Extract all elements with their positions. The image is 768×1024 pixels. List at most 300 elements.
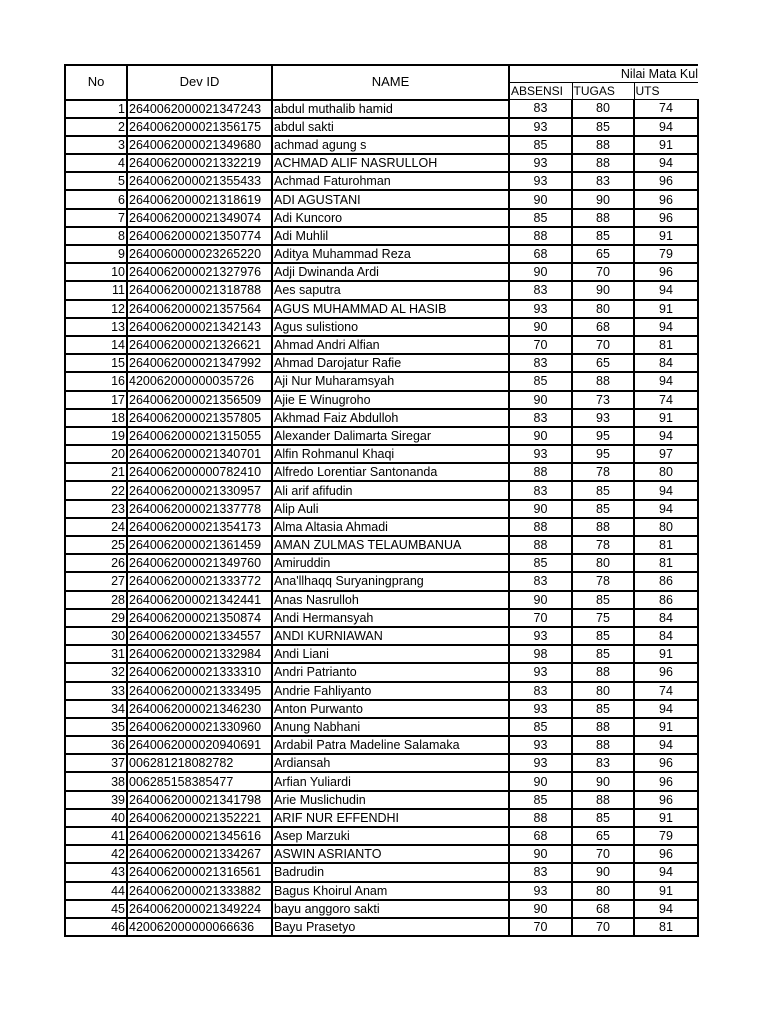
uts-cell: 96 xyxy=(634,791,698,809)
uts-cell: 91 xyxy=(634,300,698,318)
uts-cell: 91 xyxy=(634,809,698,827)
table-row xyxy=(65,645,698,663)
name-cell: Aditya Muhammad Reza xyxy=(272,245,509,263)
absensi-cell: 70 xyxy=(509,609,572,627)
uts-cell: 94 xyxy=(634,427,698,445)
name-cell: Ahmad Darojatur Rafie xyxy=(272,354,509,372)
tugas-cell: 95 xyxy=(572,445,634,463)
name-cell: Akhmad Faiz Abdulloh xyxy=(272,409,509,427)
uts-cell: 74 xyxy=(634,100,698,118)
table-row xyxy=(65,409,698,427)
tugas-cell: 88 xyxy=(572,518,634,536)
uts-cell: 74 xyxy=(634,391,698,409)
row-number: 5 xyxy=(65,172,127,190)
table-row xyxy=(65,845,698,863)
tugas-cell: 85 xyxy=(572,645,634,663)
uts-cell: 81 xyxy=(634,918,698,936)
absensi-cell: 88 xyxy=(509,227,572,245)
tugas-cell: 85 xyxy=(572,481,634,499)
name-cell: Asep Marzuki xyxy=(272,827,509,845)
table-row xyxy=(65,718,698,736)
row-number: 40 xyxy=(65,809,127,827)
tugas-cell: 70 xyxy=(572,263,634,281)
tugas-cell: 80 xyxy=(572,554,634,572)
uts-cell: 94 xyxy=(634,154,698,172)
dev-id-cell: 2640062000021349224 xyxy=(127,900,272,918)
uts-cell: 81 xyxy=(634,336,698,354)
dev-id-cell: 2640062000021318619 xyxy=(127,190,272,208)
dev-id-cell: 2640062000021349680 xyxy=(127,136,272,154)
name-cell: Andi Liani xyxy=(272,645,509,663)
dev-id-cell: 2640062000021332219 xyxy=(127,154,272,172)
absensi-cell: 83 xyxy=(509,572,572,590)
row-number: 7 xyxy=(65,209,127,227)
name-cell: bayu anggoro sakti xyxy=(272,900,509,918)
dev-id-cell: 2640062000021349074 xyxy=(127,209,272,227)
row-number: 39 xyxy=(65,791,127,809)
table-row xyxy=(65,809,698,827)
header-tugas: TUGAS xyxy=(572,83,634,100)
tugas-cell: 83 xyxy=(572,172,634,190)
uts-cell: 79 xyxy=(634,827,698,845)
dev-id-cell: 2640062000021342441 xyxy=(127,591,272,609)
tugas-cell: 88 xyxy=(572,372,634,390)
uts-cell: 91 xyxy=(634,136,698,154)
tugas-cell: 85 xyxy=(572,227,634,245)
tugas-cell: 80 xyxy=(572,100,634,118)
table-row xyxy=(65,536,698,554)
name-cell: Anton Purwanto xyxy=(272,700,509,718)
uts-cell: 91 xyxy=(634,718,698,736)
tugas-cell: 70 xyxy=(572,918,634,936)
header-uts: UTS xyxy=(634,83,698,100)
tugas-cell: 90 xyxy=(572,772,634,790)
tugas-cell: 88 xyxy=(572,663,634,681)
table-row xyxy=(65,445,698,463)
dev-id-cell: 2640062000021354173 xyxy=(127,518,272,536)
absensi-cell: 90 xyxy=(509,318,572,336)
uts-cell: 96 xyxy=(634,172,698,190)
row-number: 16 xyxy=(65,372,127,390)
uts-cell: 86 xyxy=(634,572,698,590)
table-row xyxy=(65,190,698,208)
dev-id-cell: 2640062000021356175 xyxy=(127,118,272,136)
table-row xyxy=(65,209,698,227)
uts-cell: 96 xyxy=(634,190,698,208)
table-row xyxy=(65,863,698,881)
name-cell: Arie Muslichudin xyxy=(272,791,509,809)
dev-id-cell: 2640062000021334557 xyxy=(127,627,272,645)
uts-cell: 94 xyxy=(634,863,698,881)
uts-cell: 81 xyxy=(634,554,698,572)
dev-id-cell: 2640062000021326621 xyxy=(127,336,272,354)
table-row xyxy=(65,263,698,281)
tugas-cell: 85 xyxy=(572,627,634,645)
dev-id-cell: 2640062000021350874 xyxy=(127,609,272,627)
uts-cell: 97 xyxy=(634,445,698,463)
tugas-cell: 85 xyxy=(572,591,634,609)
absensi-cell: 93 xyxy=(509,754,572,772)
row-number: 43 xyxy=(65,863,127,881)
header-group-nilai: Nilai Mata Kul xyxy=(509,65,698,83)
row-number: 15 xyxy=(65,354,127,372)
absensi-cell: 83 xyxy=(509,682,572,700)
name-cell: Adji Dwinanda Ardi xyxy=(272,263,509,281)
absensi-cell: 88 xyxy=(509,809,572,827)
name-cell: Agus sulistiono xyxy=(272,318,509,336)
table-row xyxy=(65,772,698,790)
uts-cell: 81 xyxy=(634,536,698,554)
row-number: 10 xyxy=(65,263,127,281)
uts-cell: 94 xyxy=(634,700,698,718)
tugas-cell: 90 xyxy=(572,863,634,881)
table-row xyxy=(65,591,698,609)
absensi-cell: 68 xyxy=(509,827,572,845)
dev-id-cell: 2640062000021332984 xyxy=(127,645,272,663)
dev-id-cell: 2640062000021345616 xyxy=(127,827,272,845)
table-row xyxy=(65,372,698,390)
row-number: 4 xyxy=(65,154,127,172)
uts-cell: 94 xyxy=(634,900,698,918)
grades-table xyxy=(64,64,699,937)
dev-id-cell: 2640062000000782410 xyxy=(127,463,272,481)
table-row xyxy=(65,100,698,118)
uts-cell: 79 xyxy=(634,245,698,263)
row-number: 6 xyxy=(65,190,127,208)
dev-id-cell: 2640062000021357564 xyxy=(127,300,272,318)
tugas-cell: 85 xyxy=(572,809,634,827)
tugas-cell: 80 xyxy=(572,300,634,318)
tugas-cell: 88 xyxy=(572,154,634,172)
table-row xyxy=(65,700,698,718)
header-dev-id: Dev ID xyxy=(127,65,272,100)
table-row xyxy=(65,227,698,245)
absensi-cell: 85 xyxy=(509,209,572,227)
name-cell: Alip Auli xyxy=(272,500,509,518)
name-cell: Aji Nur Muharamsyah xyxy=(272,372,509,390)
row-number: 34 xyxy=(65,700,127,718)
absensi-cell: 90 xyxy=(509,500,572,518)
absensi-cell: 90 xyxy=(509,772,572,790)
uts-cell: 94 xyxy=(634,372,698,390)
name-cell: Badrudin xyxy=(272,863,509,881)
uts-cell: 96 xyxy=(634,772,698,790)
absensi-cell: 93 xyxy=(509,172,572,190)
absensi-cell: 85 xyxy=(509,554,572,572)
table-row xyxy=(65,663,698,681)
dev-id-cell: 2640062000021346230 xyxy=(127,700,272,718)
absensi-cell: 83 xyxy=(509,409,572,427)
tugas-cell: 70 xyxy=(572,845,634,863)
absensi-cell: 93 xyxy=(509,118,572,136)
table-row xyxy=(65,754,698,772)
row-number: 19 xyxy=(65,427,127,445)
dev-id-cell: 2640062000021347992 xyxy=(127,354,272,372)
tugas-cell: 75 xyxy=(572,609,634,627)
table-row xyxy=(65,609,698,627)
name-cell: Anas Nasrulloh xyxy=(272,591,509,609)
uts-cell: 94 xyxy=(634,281,698,299)
absensi-cell: 93 xyxy=(509,154,572,172)
name-cell: Aes saputra xyxy=(272,281,509,299)
row-number: 9 xyxy=(65,245,127,263)
absensi-cell: 83 xyxy=(509,281,572,299)
table-row xyxy=(65,354,698,372)
table-row xyxy=(65,427,698,445)
name-cell: Ajie E Winugroho xyxy=(272,391,509,409)
dev-id-cell: 2640062000021357805 xyxy=(127,409,272,427)
table-row xyxy=(65,682,698,700)
row-number: 12 xyxy=(65,300,127,318)
tugas-cell: 68 xyxy=(572,900,634,918)
dev-id-cell: 2640062000021333495 xyxy=(127,682,272,700)
dev-id-cell: 2640062000021355433 xyxy=(127,172,272,190)
tugas-cell: 85 xyxy=(572,700,634,718)
uts-cell: 96 xyxy=(634,754,698,772)
dev-id-cell: 420062000000066636 xyxy=(127,918,272,936)
absensi-cell: 70 xyxy=(509,336,572,354)
row-number: 37 xyxy=(65,754,127,772)
tugas-cell: 65 xyxy=(572,245,634,263)
tugas-cell: 88 xyxy=(572,136,634,154)
name-cell: Alexander Dalimarta Siregar xyxy=(272,427,509,445)
absensi-cell: 90 xyxy=(509,427,572,445)
name-cell: Bayu Prasetyo xyxy=(272,918,509,936)
absensi-cell: 90 xyxy=(509,845,572,863)
row-number: 44 xyxy=(65,882,127,900)
dev-id-cell: 006285158385477 xyxy=(127,772,272,790)
absensi-cell: 85 xyxy=(509,718,572,736)
table-row xyxy=(65,882,698,900)
dev-id-cell: 2640062000020940691 xyxy=(127,736,272,754)
dev-id-cell: 2640062000021352221 xyxy=(127,809,272,827)
dev-id-cell: 420062000000035726 xyxy=(127,372,272,390)
tugas-cell: 93 xyxy=(572,409,634,427)
uts-cell: 94 xyxy=(634,118,698,136)
uts-cell: 86 xyxy=(634,591,698,609)
row-number: 42 xyxy=(65,845,127,863)
uts-cell: 94 xyxy=(634,736,698,754)
row-number: 21 xyxy=(65,463,127,481)
dev-id-cell: 2640062000021349760 xyxy=(127,554,272,572)
name-cell: Ana'llhaqq Suryaningprang xyxy=(272,572,509,590)
dev-id-cell: 2640062000021327976 xyxy=(127,263,272,281)
uts-cell: 94 xyxy=(634,318,698,336)
name-cell: Anung Nabhani xyxy=(272,718,509,736)
uts-cell: 91 xyxy=(634,227,698,245)
table-row xyxy=(65,500,698,518)
row-number: 1 xyxy=(65,100,127,118)
absensi-cell: 98 xyxy=(509,645,572,663)
dev-id-cell: 2640062000021315055 xyxy=(127,427,272,445)
dev-id-cell: 2640062000021342143 xyxy=(127,318,272,336)
name-cell: AGUS MUHAMMAD AL HASIB xyxy=(272,300,509,318)
uts-cell: 80 xyxy=(634,518,698,536)
absensi-cell: 90 xyxy=(509,900,572,918)
row-number: 38 xyxy=(65,772,127,790)
table-row xyxy=(65,391,698,409)
table-row xyxy=(65,118,698,136)
tugas-cell: 78 xyxy=(572,536,634,554)
row-number: 30 xyxy=(65,627,127,645)
table-row xyxy=(65,481,698,499)
absensi-cell: 93 xyxy=(509,663,572,681)
row-number: 22 xyxy=(65,481,127,499)
name-cell: Achmad Faturohman xyxy=(272,172,509,190)
table-row xyxy=(65,172,698,190)
name-cell: ARIF NUR EFFENDHI xyxy=(272,809,509,827)
tugas-cell: 70 xyxy=(572,336,634,354)
absensi-cell: 83 xyxy=(509,354,572,372)
table-row xyxy=(65,136,698,154)
name-cell: abdul muthalib hamid xyxy=(272,100,509,118)
row-number: 2 xyxy=(65,118,127,136)
uts-cell: 84 xyxy=(634,609,698,627)
name-cell: Ahmad Andri Alfian xyxy=(272,336,509,354)
absensi-cell: 83 xyxy=(509,481,572,499)
name-cell: Ali arif afifudin xyxy=(272,481,509,499)
name-cell: Ardabil Patra Madeline Salamaka xyxy=(272,736,509,754)
uts-cell: 94 xyxy=(634,500,698,518)
row-number: 35 xyxy=(65,718,127,736)
uts-cell: 91 xyxy=(634,409,698,427)
absensi-cell: 85 xyxy=(509,136,572,154)
row-number: 24 xyxy=(65,518,127,536)
dev-id-cell: 2640062000021356509 xyxy=(127,391,272,409)
table-row xyxy=(65,518,698,536)
uts-cell: 91 xyxy=(634,882,698,900)
tugas-cell: 80 xyxy=(572,682,634,700)
row-number: 20 xyxy=(65,445,127,463)
tugas-cell: 88 xyxy=(572,718,634,736)
tugas-cell: 78 xyxy=(572,572,634,590)
absensi-cell: 83 xyxy=(509,100,572,118)
row-number: 31 xyxy=(65,645,127,663)
absensi-cell: 93 xyxy=(509,882,572,900)
dev-id-cell: 2640062000021333882 xyxy=(127,882,272,900)
table-row xyxy=(65,918,698,936)
row-number: 3 xyxy=(65,136,127,154)
tugas-cell: 65 xyxy=(572,354,634,372)
table-row xyxy=(65,318,698,336)
row-number: 29 xyxy=(65,609,127,627)
tugas-cell: 90 xyxy=(572,281,634,299)
dev-id-cell: 2640062000021333772 xyxy=(127,572,272,590)
name-cell: Alma Altasia Ahmadi xyxy=(272,518,509,536)
uts-cell: 96 xyxy=(634,663,698,681)
absensi-cell: 83 xyxy=(509,863,572,881)
dev-id-cell: 2640062000021330957 xyxy=(127,481,272,499)
tugas-cell: 85 xyxy=(572,500,634,518)
dev-id-cell: 2640062000021350774 xyxy=(127,227,272,245)
name-cell: Arfian Yuliardi xyxy=(272,772,509,790)
row-number: 23 xyxy=(65,500,127,518)
table-row xyxy=(65,336,698,354)
dev-id-cell: 2640062000021333310 xyxy=(127,663,272,681)
dev-id-cell: 2640062000021330960 xyxy=(127,718,272,736)
tugas-cell: 88 xyxy=(572,209,634,227)
absensi-cell: 70 xyxy=(509,918,572,936)
tugas-cell: 83 xyxy=(572,754,634,772)
table-row xyxy=(65,736,698,754)
name-cell: abdul sakti xyxy=(272,118,509,136)
dev-id-cell: 2640062000021334267 xyxy=(127,845,272,863)
tugas-cell: 80 xyxy=(572,882,634,900)
name-cell: Adi Muhlil xyxy=(272,227,509,245)
grades-sheet xyxy=(64,64,697,937)
absensi-cell: 93 xyxy=(509,700,572,718)
uts-cell: 74 xyxy=(634,682,698,700)
absensi-cell: 90 xyxy=(509,263,572,281)
uts-cell: 94 xyxy=(634,481,698,499)
table-row xyxy=(65,281,698,299)
absensi-cell: 88 xyxy=(509,518,572,536)
header-no: No xyxy=(65,65,127,100)
tugas-cell: 88 xyxy=(572,736,634,754)
row-number: 27 xyxy=(65,572,127,590)
absensi-cell: 85 xyxy=(509,791,572,809)
table-row xyxy=(65,827,698,845)
row-number: 14 xyxy=(65,336,127,354)
table-row xyxy=(65,572,698,590)
uts-cell: 96 xyxy=(634,845,698,863)
absensi-cell: 93 xyxy=(509,300,572,318)
name-cell: Andrie Fahliyanto xyxy=(272,682,509,700)
table-row xyxy=(65,791,698,809)
absensi-cell: 90 xyxy=(509,391,572,409)
row-number: 25 xyxy=(65,536,127,554)
row-number: 13 xyxy=(65,318,127,336)
row-number: 36 xyxy=(65,736,127,754)
dev-id-cell: 2640062000021316561 xyxy=(127,863,272,881)
tugas-cell: 65 xyxy=(572,827,634,845)
absensi-cell: 68 xyxy=(509,245,572,263)
tugas-cell: 85 xyxy=(572,118,634,136)
name-cell: achmad agung s xyxy=(272,136,509,154)
absensi-cell: 90 xyxy=(509,190,572,208)
tugas-cell: 95 xyxy=(572,427,634,445)
name-cell: ACHMAD ALIF NASRULLOH xyxy=(272,154,509,172)
dev-id-cell: 2640062000021318788 xyxy=(127,281,272,299)
dev-id-cell: 2640062000021361459 xyxy=(127,536,272,554)
dev-id-cell: 2640060000023265220 xyxy=(127,245,272,263)
absensi-cell: 93 xyxy=(509,627,572,645)
row-number: 45 xyxy=(65,900,127,918)
row-number: 46 xyxy=(65,918,127,936)
dev-id-cell: 2640062000021341798 xyxy=(127,791,272,809)
table-row xyxy=(65,627,698,645)
name-cell: AMAN ZULMAS TELAUMBANUA xyxy=(272,536,509,554)
row-number: 8 xyxy=(65,227,127,245)
table-row xyxy=(65,463,698,481)
row-number: 26 xyxy=(65,554,127,572)
name-cell: Andri Patrianto xyxy=(272,663,509,681)
table-row xyxy=(65,300,698,318)
absensi-cell: 85 xyxy=(509,372,572,390)
row-number: 18 xyxy=(65,409,127,427)
absensi-cell: 88 xyxy=(509,463,572,481)
uts-cell: 96 xyxy=(634,209,698,227)
dev-id-cell: 006281218082782 xyxy=(127,754,272,772)
name-cell: ANDI KURNIAWAN xyxy=(272,627,509,645)
name-cell: Andi Hermansyah xyxy=(272,609,509,627)
table-row xyxy=(65,554,698,572)
absensi-cell: 93 xyxy=(509,445,572,463)
uts-cell: 84 xyxy=(634,354,698,372)
row-number: 11 xyxy=(65,281,127,299)
uts-cell: 80 xyxy=(634,463,698,481)
name-cell: Ardiansah xyxy=(272,754,509,772)
